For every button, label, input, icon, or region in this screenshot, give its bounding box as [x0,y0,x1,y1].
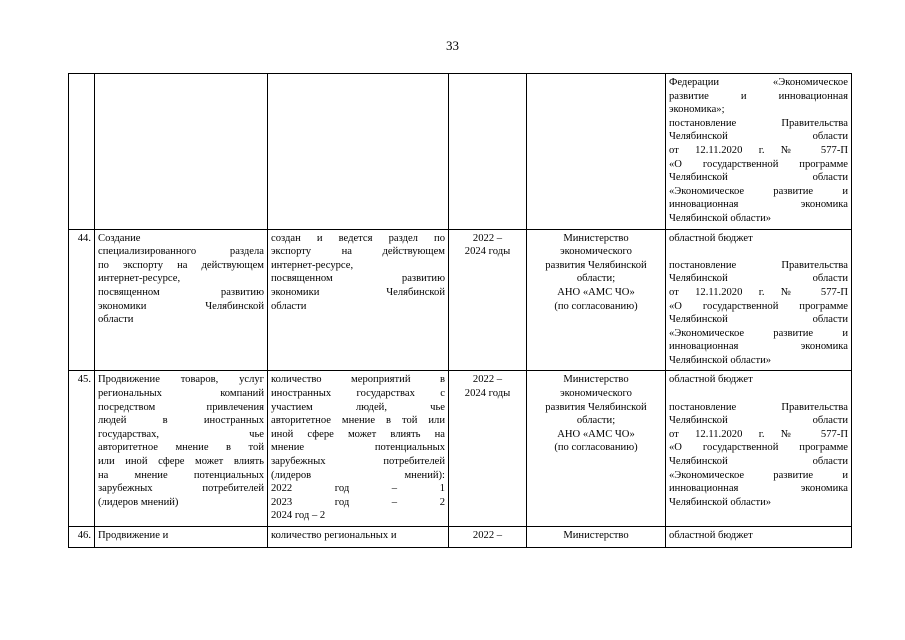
funding-line: «О государственной программе [669,442,848,454]
event-line: людей в иностранных [98,415,264,427]
funding-source: областной бюджет [669,374,753,386]
result-line: создан и ведется раздел по [271,232,445,244]
result-line: участием людей, чье [271,401,445,413]
event-line: посредством привлечения [98,401,264,413]
event-line: региональных компаний [98,388,264,400]
result-cell [268,371,449,527]
result-line: количество мероприятий в [271,374,445,386]
event-line: на мнение потенциальных [98,469,264,481]
executor-line: АНО «АМС ЧО» [557,286,635,298]
funding-line: постановление Правительства [669,259,848,271]
table-row [69,74,852,230]
period-line: 2022 – [472,530,503,541]
event-line: государствах, чье [98,428,264,440]
period-cell [449,229,527,371]
funding-line: Челябинской области» [669,496,772,508]
table-row [69,527,852,548]
spacer [669,387,848,401]
funding-line: Челябинской области [669,456,848,468]
event-cell [95,371,268,527]
funding-line: Челябинской области [669,273,848,285]
result-line: посвященном развитию [271,273,445,285]
measures-table [68,73,852,548]
funding-line: Челябинской области [669,314,848,326]
row-number: 45. [77,374,91,386]
executor-line: Министерство [563,232,629,244]
event-cell [95,229,268,371]
event-cell [95,74,268,230]
result-cell [268,74,449,230]
table-row [69,371,852,527]
result-line: 2023 год – 2 [271,496,445,508]
funding-line: от 12.11.2020 г. № 577-П [669,428,848,440]
event-line: зарубежных потребителей [98,483,264,495]
result-line: иной сфере может влиять на [271,428,445,440]
funding-line: «Экономическое развитие и [669,469,848,481]
row-number: 46. [77,530,91,541]
row-number-cell [69,74,95,230]
row-number-cell [69,229,95,371]
funding-cell [666,371,852,527]
event-line: по экспорту на действующем [98,259,264,271]
result-line: мнение потенциальных [271,442,445,454]
funding-line: «Экономическое развитие и [669,327,848,339]
result-line: экономики Челябинской [271,286,445,298]
funding-cell [666,527,852,548]
funding-line: Челябинской области [669,131,848,143]
event-line: Продвижение и [98,530,169,541]
funding-line: инновационная экономика [669,199,848,211]
row-number-cell [69,527,95,548]
executor-line: экономического [560,246,632,258]
funding-line: инновационная экономика [669,483,848,495]
period-cell [449,74,527,230]
period-line: 2022 – [472,374,503,386]
executor-line: Министерство [563,530,629,541]
page-number: 33 [446,38,459,53]
period-line: 2024 годы [464,388,511,400]
event-line: авторитетное мнение в той [98,442,264,454]
result-line: интернет-ресурсе, [271,259,354,271]
funding-line: «О государственной программе [669,158,848,170]
executor-line: АНО «АМС ЧО» [557,428,635,440]
result-line: иностранных государствах с [271,388,445,400]
funding-line: от 12.11.2020 г. № 577-П [669,144,848,156]
table-row [69,229,852,371]
result-line: экспорту на действующем [271,246,445,258]
executor-cell [527,371,666,527]
funding-line: Челябинской области [669,415,848,427]
result-line: зарубежных потребителей [271,456,445,468]
funding-cell [666,229,852,371]
event-line: Создание [98,232,141,244]
period-line: 2024 годы [464,246,511,258]
result-line: 2024 год – 2 [271,510,326,522]
result-line: авторитетное мнение в той или [271,415,445,427]
executor-cell [527,229,666,371]
event-line: экономики Челябинской [98,300,264,312]
funding-line: развитие и инновационная [669,90,848,102]
funding-line: Челябинской области [669,172,848,184]
funding-line: «О государственной программе [669,300,848,312]
executor-line: (по согласованию) [554,442,638,454]
funding-line: постановление Правительства [669,401,848,413]
result-cell [268,229,449,371]
row-number-cell [69,371,95,527]
executor-cell [527,527,666,548]
funding-line: от 12.11.2020 г. № 577-П [669,286,848,298]
row-number: 44. [77,232,91,244]
funding-cell [666,74,852,230]
event-line: Продвижение товаров, услуг [98,374,264,386]
executor-line: области; [576,415,616,427]
result-line: области [271,300,307,312]
funding-line: экономика»; [669,104,725,116]
spacer [669,245,848,259]
result-line: 2022 год – 1 [271,483,445,495]
funding-line: инновационная экономика [669,341,848,353]
period-cell [449,371,527,527]
executor-cell [527,74,666,230]
funding-line: «Экономическое развитие и [669,185,848,197]
funding-line: Челябинской области» [669,212,772,224]
event-line: посвященном развитию [98,286,264,298]
event-line: (лидеров мнений) [98,496,179,508]
result-line: (лидеров мнений): [271,469,445,481]
funding-source: областной бюджет [669,232,753,244]
executor-line: (по согласованию) [554,300,638,312]
funding-line: Челябинской области» [669,354,772,366]
event-cell [95,527,268,548]
event-line: области [98,314,134,326]
result-line: количество региональных и [271,530,397,541]
event-line: или иной сфере может влиять [98,456,264,468]
executor-line: Министерство [563,374,629,386]
period-line: 2022 – [472,232,503,244]
event-line: интернет-ресурсе, [98,273,181,285]
funding-source: областной бюджет [669,530,753,541]
result-cell [268,527,449,548]
funding-line: постановление Правительства [669,117,848,129]
executor-line: области; [576,273,616,285]
event-line: специализированного раздела [98,246,264,258]
executor-line: развития Челябинской [545,259,647,271]
executor-line: экономического [560,388,632,400]
executor-line: развития Челябинской [545,401,647,413]
funding-line: Федерации «Экономическое [669,77,848,88]
period-cell [449,527,527,548]
